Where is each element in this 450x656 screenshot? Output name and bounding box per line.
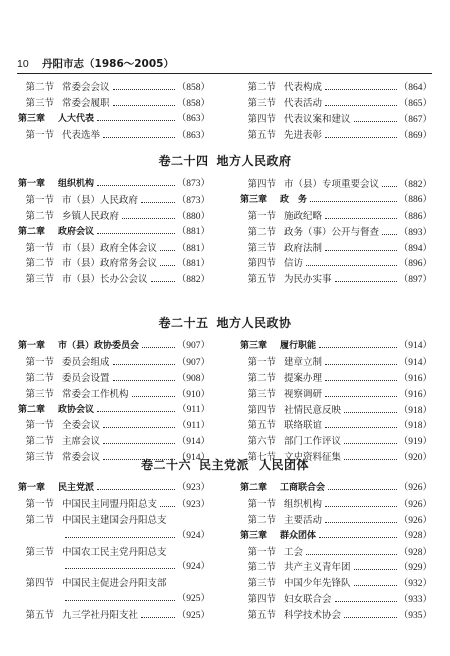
dot-leader — [335, 280, 397, 282]
section-number: 第三节 — [247, 242, 276, 254]
page-reference: （881） — [176, 226, 210, 237]
book-title: 丹阳市志（1986～2005） — [42, 58, 174, 70]
toc-chapter-entry[interactable] — [240, 481, 432, 497]
toc-chapter-entry[interactable] — [18, 339, 210, 355]
toc-right-column — [240, 481, 432, 624]
section-number: 第五节 — [247, 274, 276, 286]
page-reference: （911） — [177, 404, 210, 415]
section-number: 第二节 — [25, 372, 54, 384]
volume-25 — [18, 314, 432, 466]
dot-leader — [65, 536, 175, 538]
toc-entry[interactable] — [240, 403, 432, 419]
dot-leader — [325, 249, 397, 251]
toc-entry[interactable] — [18, 576, 210, 608]
entry-title: 政府会议 — [58, 226, 95, 237]
toc-entry[interactable] — [240, 545, 432, 561]
page-reference: （873） — [176, 179, 210, 189]
page-reference: （914） — [398, 341, 432, 351]
section-number: 第一节 — [247, 546, 276, 558]
toc-continued-section — [18, 80, 432, 144]
chapter-number: 第一章 — [18, 179, 46, 189]
volume-heading — [18, 152, 432, 170]
dot-leader — [160, 249, 175, 251]
chapter-number: 第三章 — [240, 530, 268, 541]
dot-leader — [325, 88, 397, 90]
toc-entry[interactable] — [18, 241, 210, 257]
entry-title: 主要活动 — [284, 514, 323, 526]
entry-title: 市（县）政府常务会议 — [62, 258, 158, 270]
section-number: 第一节 — [25, 498, 54, 510]
dot-leader — [325, 521, 397, 523]
section-number: 第三节 — [247, 97, 276, 109]
toc-chapter-entry[interactable] — [18, 112, 210, 128]
toc-chapter-entry[interactable] — [240, 529, 432, 545]
chapter-number: 第一章 — [18, 483, 46, 493]
volume-heading — [18, 314, 432, 332]
entry-title: 代表选举 — [62, 129, 101, 141]
section-number: 第五节 — [247, 420, 276, 432]
entry-title: 委员会组成 — [62, 356, 110, 368]
dot-leader — [103, 442, 175, 444]
section-number: 第三节 — [25, 546, 54, 558]
dot-leader — [113, 104, 175, 106]
dot-leader — [306, 553, 397, 555]
toc-left-column — [18, 177, 210, 288]
dot-leader — [65, 567, 175, 569]
chapter-number: 第三章 — [240, 194, 268, 205]
volume-subtitle: 人民团体 — [259, 458, 310, 472]
dot-leader — [325, 379, 397, 381]
section-number: 第二节 — [25, 82, 54, 93]
section-number: 第一节 — [247, 498, 276, 510]
dot-leader — [103, 426, 175, 428]
entry-title: 常委会工作机构 — [62, 388, 129, 400]
page-reference: （928） — [398, 530, 432, 541]
dot-leader — [354, 120, 397, 122]
entry-title: 中国民主同盟丹阳总支 — [62, 498, 158, 510]
toc-entry[interactable] — [18, 209, 210, 225]
page-reference: （925） — [176, 611, 210, 622]
page-reference: （908） — [176, 373, 210, 384]
page-header — [17, 56, 432, 72]
entry-title: 中国民主建国会丹阳总支 — [62, 514, 167, 526]
toc-entry[interactable] — [240, 241, 432, 257]
page-reference: （932） — [398, 579, 432, 590]
section-number: 第一节 — [25, 242, 54, 254]
toc-chapter-entry[interactable] — [240, 193, 432, 209]
section-number: 第三节 — [247, 578, 276, 590]
toc-entry-second-line — [18, 592, 210, 608]
entry-title: 工商联合会 — [280, 483, 326, 493]
toc-entry[interactable] — [240, 434, 432, 450]
toc-chapter-entry[interactable] — [18, 177, 210, 193]
entry-title: 共产主义青年团 — [284, 562, 351, 574]
entry-title: 社情民意反映 — [284, 404, 342, 416]
entry-title: 中国农工民主党丹阳总支 — [62, 546, 167, 558]
page-reference: （907） — [176, 341, 210, 351]
section-number: 第一节 — [25, 194, 54, 206]
page-reference: （880） — [176, 211, 210, 222]
toc-entry[interactable] — [240, 112, 432, 128]
entry-title: 代表构成 — [284, 82, 323, 93]
section-number: 第一节 — [25, 420, 54, 432]
dot-leader — [344, 442, 397, 444]
entry-title: 政务（事）公开与督查 — [284, 226, 380, 238]
section-number: 第三节 — [25, 452, 54, 464]
page-reference: （882） — [398, 180, 432, 190]
toc-entry[interactable] — [18, 418, 210, 434]
toc-entry[interactable] — [18, 513, 210, 545]
toc-left-column — [18, 481, 210, 624]
dot-leader — [132, 395, 175, 397]
page-reference: （914） — [176, 437, 210, 448]
toc-entry[interactable] — [240, 80, 432, 96]
dot-leader — [344, 616, 397, 618]
entry-title: 中国民主促进会丹阳支部 — [62, 578, 167, 590]
page-reference: （920） — [398, 453, 432, 464]
section-number: 第六节 — [247, 436, 276, 448]
volume-title: 地方人民政府 — [216, 154, 292, 168]
toc-entry[interactable] — [240, 128, 432, 144]
page-reference: （919） — [398, 437, 432, 448]
page-reference: （916） — [398, 389, 432, 400]
dot-leader — [382, 233, 397, 235]
entry-title: 代表活动 — [284, 97, 323, 109]
page-reference: （926） — [398, 515, 432, 526]
dot-leader — [122, 217, 175, 219]
toc-chapter-entry[interactable] — [18, 225, 210, 241]
section-number: 第一节 — [25, 129, 54, 141]
dot-leader — [97, 488, 175, 490]
page-reference: （924） — [176, 562, 210, 573]
dot-leader — [306, 264, 397, 266]
dot-leader — [103, 136, 175, 138]
entry-title: 组织机构 — [58, 179, 95, 189]
entry-title: 常委会议 — [62, 452, 101, 464]
section-number: 第二节 — [247, 514, 276, 526]
entry-title: 常委会履职 — [62, 97, 110, 109]
volume-number: 卷二十六 — [140, 458, 191, 472]
entry-title: 政 务 — [280, 194, 308, 205]
section-number: 第三节 — [25, 388, 54, 400]
toc-right-column — [240, 339, 432, 466]
page-reference: （858） — [176, 98, 210, 109]
entry-title: 工会 — [284, 546, 304, 558]
section-number: 第二节 — [247, 82, 276, 93]
dot-leader — [319, 346, 397, 348]
page-reference: （894） — [398, 243, 432, 254]
page-reference: （916） — [398, 373, 432, 384]
toc-entry[interactable] — [18, 272, 210, 288]
page-reference: （881） — [176, 259, 210, 270]
section-number: 第二节 — [25, 258, 54, 270]
toc-chapter-entry[interactable] — [18, 403, 210, 419]
section-number: 第一节 — [25, 356, 54, 368]
toc-entry[interactable] — [240, 209, 432, 225]
toc-right-column — [240, 177, 432, 288]
volume-24 — [18, 152, 432, 288]
section-number: 第二节 — [25, 514, 54, 526]
entry-title: 妇女联合会 — [284, 594, 332, 606]
dot-leader — [160, 264, 175, 266]
dot-leader — [97, 184, 175, 186]
dot-leader — [97, 232, 175, 234]
dot-leader — [325, 363, 397, 365]
toc-entry[interactable] — [18, 128, 210, 144]
toc-entry[interactable] — [240, 272, 432, 288]
entry-title: 常委会会议 — [62, 82, 110, 93]
entry-title: 中国少年先锋队 — [284, 578, 351, 590]
entry-title: 群众团体 — [280, 530, 317, 541]
toc-entry[interactable] — [240, 513, 432, 529]
entry-title: 政协会议 — [58, 404, 95, 415]
volume-title: 地方人民政协 — [216, 316, 292, 330]
dot-leader — [325, 426, 397, 428]
page-reference: （923） — [176, 499, 210, 510]
page-reference: （914） — [176, 453, 210, 464]
page-reference: （881） — [176, 243, 210, 254]
toc-entry[interactable] — [18, 497, 210, 513]
section-number: 第三节 — [247, 388, 276, 400]
dot-leader — [325, 395, 397, 397]
page-reference: （882） — [176, 275, 210, 286]
page-reference: （933） — [398, 595, 432, 606]
toc-entry[interactable] — [240, 608, 432, 624]
entry-title: 九三学社丹阳支社 — [62, 610, 139, 622]
toc-entry[interactable] — [240, 177, 432, 193]
page-reference: （863） — [176, 130, 210, 141]
dot-leader — [344, 411, 397, 413]
volume-26 — [18, 456, 432, 624]
entry-title: 市（县）人民政府 — [62, 194, 139, 206]
page-reference: （886） — [398, 194, 432, 205]
entry-title: 市（县）长办公会议 — [62, 274, 148, 286]
entry-title: 代表议案和建议 — [284, 113, 351, 125]
entry-title: 科学技术协会 — [284, 610, 342, 622]
toc-entry[interactable] — [240, 225, 432, 241]
toc-entry[interactable] — [18, 193, 210, 209]
toc-entry[interactable] — [240, 418, 432, 434]
entry-title: 政府法制 — [284, 242, 323, 254]
toc-entry[interactable] — [240, 387, 432, 403]
chapter-number: 第一章 — [18, 341, 46, 351]
page-reference: （873） — [176, 195, 210, 206]
section-number: 第三节 — [25, 274, 54, 286]
dot-leader — [325, 217, 397, 219]
dot-leader — [328, 488, 397, 490]
section-number: 第二节 — [247, 562, 276, 574]
dot-leader — [160, 505, 175, 507]
entry-title: 视察调研 — [284, 388, 323, 400]
page-reference: （914） — [398, 357, 432, 368]
dot-leader — [113, 379, 175, 381]
entry-title: 市（县）政府全体会议 — [62, 242, 158, 254]
dot-leader — [97, 410, 175, 412]
dot-leader — [382, 185, 397, 187]
toc-entry-first-line — [18, 513, 210, 529]
toc-entry-first-line — [18, 576, 210, 592]
volume-number: 卷二十五 — [158, 316, 209, 330]
page-reference: （935） — [398, 611, 432, 622]
toc-left-column — [18, 339, 210, 466]
toc-entry[interactable] — [240, 560, 432, 576]
section-number: 第四节 — [247, 404, 276, 416]
entry-title: 市（县）政协委员会 — [58, 341, 140, 351]
toc-entry[interactable] — [240, 497, 432, 513]
entry-title: 为民办实事 — [284, 274, 332, 286]
toc-chapter-entry[interactable] — [18, 481, 210, 497]
dot-leader — [319, 536, 397, 538]
section-number: 第一节 — [247, 356, 276, 368]
toc-entry[interactable] — [18, 355, 210, 371]
toc-entry[interactable] — [18, 434, 210, 450]
entry-title: 联络联谊 — [284, 420, 323, 432]
section-number: 第二节 — [25, 436, 54, 448]
chapter-number: 第二章 — [240, 483, 268, 493]
chapter-number: 第二章 — [18, 226, 46, 237]
page-reference: （858） — [176, 83, 210, 93]
toc-entry-second-line — [18, 560, 210, 576]
entry-title: 部门工作评议 — [284, 436, 342, 448]
section-number: 第三节 — [25, 97, 54, 109]
page-reference: （896） — [398, 259, 432, 270]
dot-leader — [141, 616, 175, 618]
page-reference: （897） — [398, 275, 432, 286]
page-reference: （924） — [176, 530, 210, 541]
page-reference: （929） — [398, 563, 432, 574]
dot-leader — [151, 280, 175, 282]
chapter-number: 第二章 — [18, 404, 46, 415]
toc-entry[interactable] — [18, 96, 210, 112]
section-number: 第五节 — [25, 610, 54, 622]
section-number: 第四节 — [247, 258, 276, 270]
entry-title: 文史资料征集 — [284, 452, 342, 464]
dot-leader — [97, 119, 175, 121]
section-number: 第二节 — [247, 372, 276, 384]
entry-title: 主席会议 — [62, 436, 101, 448]
toc-entry[interactable] — [18, 545, 210, 577]
dot-leader — [310, 200, 397, 202]
chapter-number: 第三章 — [240, 341, 268, 351]
page-reference: （926） — [398, 483, 432, 493]
toc-entry[interactable] — [18, 387, 210, 403]
dot-leader — [113, 88, 175, 90]
dot-leader — [325, 136, 397, 138]
page-reference: （865） — [398, 98, 432, 109]
page-reference: （863） — [176, 113, 210, 124]
entry-title: 先进表彰 — [284, 129, 323, 141]
entry-title: 施政纪略 — [284, 210, 323, 222]
page-reference: （869） — [398, 130, 432, 141]
toc-entry[interactable] — [18, 608, 210, 624]
entry-title: 组织机构 — [284, 498, 323, 510]
toc-entry-second-line — [18, 529, 210, 545]
entry-title: 乡镇人民政府 — [62, 210, 120, 222]
toc-entry[interactable] — [18, 80, 210, 96]
dot-leader — [65, 599, 175, 601]
section-number: 第五节 — [247, 129, 276, 141]
toc-entry[interactable] — [240, 355, 432, 371]
page-reference: （918） — [398, 421, 432, 432]
section-number: 第二节 — [25, 210, 54, 222]
chapter-number: 第三章 — [18, 113, 46, 124]
page-reference: （925） — [176, 594, 210, 605]
dot-leader — [325, 104, 397, 106]
entry-title: 委员会设置 — [62, 372, 110, 384]
entry-title: 履行职能 — [280, 341, 317, 351]
dot-leader — [335, 600, 397, 602]
dot-leader — [113, 363, 175, 365]
toc-entry-first-line — [18, 545, 210, 561]
dot-leader — [141, 201, 175, 203]
page-reference: （926） — [398, 499, 432, 510]
page-reference: （918） — [398, 405, 432, 416]
toc-left-column — [18, 80, 210, 144]
header-divider — [17, 73, 432, 74]
toc-entry[interactable] — [240, 576, 432, 592]
dot-leader — [325, 505, 397, 507]
toc-right-column — [240, 80, 432, 144]
toc-entry[interactable] — [240, 371, 432, 387]
section-number: 第五节 — [247, 610, 276, 622]
section-number: 第七节 — [247, 452, 276, 464]
page-reference: （928） — [398, 547, 432, 558]
entry-title: 提案办理 — [284, 372, 323, 384]
volume-number: 卷二十四 — [158, 154, 209, 168]
toc-chapter-entry[interactable] — [240, 339, 432, 355]
volume-heading — [18, 456, 432, 474]
page-number: 10 — [17, 58, 29, 70]
entry-title: 全委会议 — [62, 420, 101, 432]
toc-entry[interactable] — [240, 96, 432, 112]
page-reference: （867） — [398, 114, 432, 125]
page-reference: （864） — [398, 83, 432, 93]
page-reference: （910） — [176, 389, 210, 400]
dot-leader — [354, 568, 397, 570]
section-number: 第四节 — [247, 113, 276, 125]
section-number: 第四节 — [247, 594, 276, 606]
page-reference: （911） — [177, 421, 210, 432]
dot-leader — [354, 584, 397, 586]
entry-title: 信访 — [284, 258, 304, 270]
toc-entry[interactable] — [18, 371, 210, 387]
page-reference: （907） — [176, 357, 210, 368]
entry-title: 人大代表 — [58, 113, 95, 124]
entry-title: 市（县）专项重要会议 — [284, 179, 380, 190]
entry-title: 建章立制 — [284, 356, 323, 368]
dot-leader — [142, 346, 175, 348]
toc-entry[interactable] — [18, 256, 210, 272]
section-number: 第一节 — [247, 210, 276, 222]
section-number: 第四节 — [247, 179, 276, 190]
page-reference: （923） — [176, 483, 210, 493]
entry-title: 民主党派 — [58, 483, 95, 493]
toc-entry[interactable] — [240, 256, 432, 272]
page-reference: （886） — [398, 211, 432, 222]
section-number: 第二节 — [247, 226, 276, 238]
toc-entry[interactable] — [240, 592, 432, 608]
volume-title: 民主党派 — [198, 458, 249, 472]
page-reference: （893） — [398, 227, 432, 238]
section-number: 第四节 — [25, 578, 54, 590]
